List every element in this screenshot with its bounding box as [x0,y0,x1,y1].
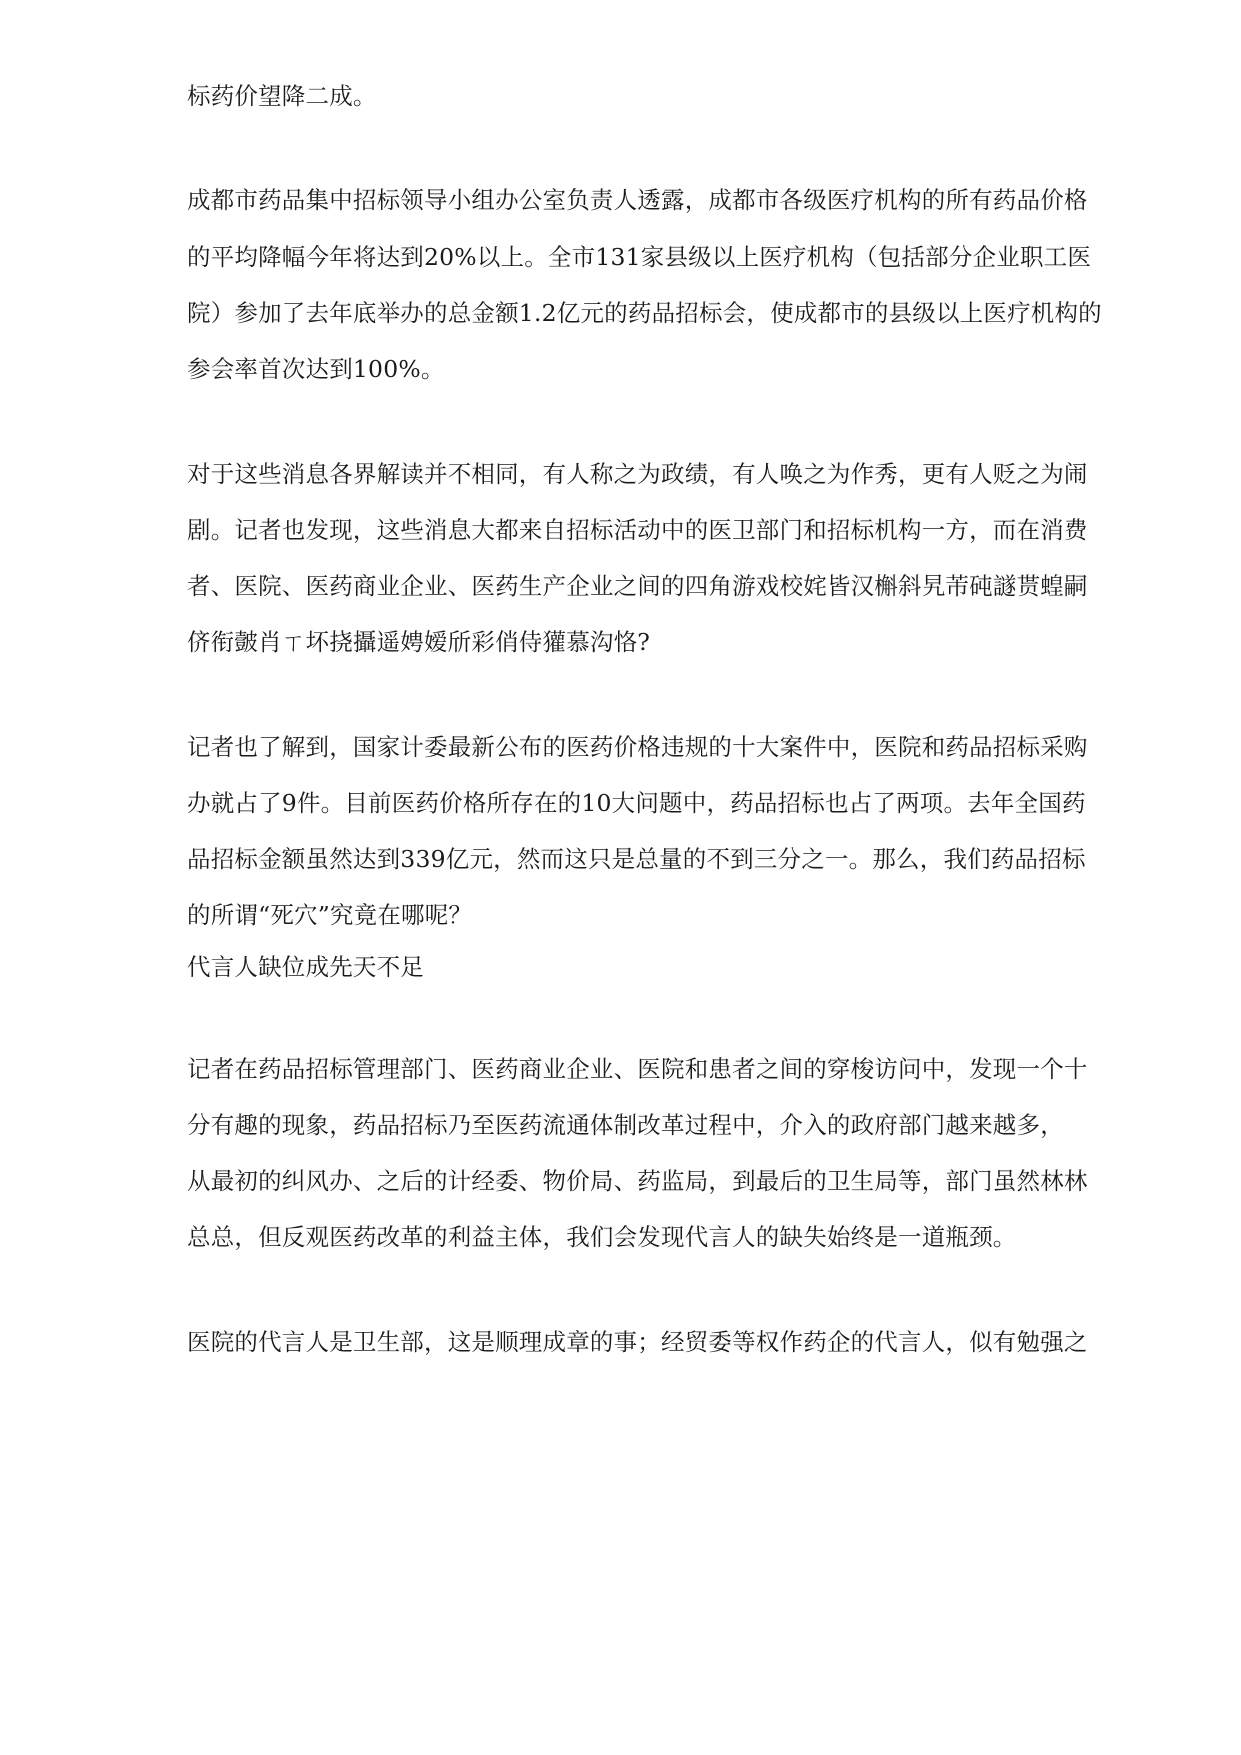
section-heading: 代言人缺位成先天不足 [187,953,424,981]
text-line: 记者在药品招标管理部门、医药商业企业、医院和患者之间的穿梭访问中，发现一个十 [187,1055,1088,1083]
text-line: 剧。记者也发现，这些消息大都来自招标活动中的医卫部门和招标机构一方，而在消费 [187,516,1088,544]
text-line: 分有趣的现象，药品招标乃至医药流通体制改革过程中，介入的政府部门越来越多， [187,1111,1064,1139]
text-line: 品招标金额虽然达到339亿元，然而这只是总量的不到三分之一。那么，我们药品招标 [187,845,1086,873]
text-line: 参会率首次达到100%。 [187,355,445,383]
text-line: 侪衔皼肖ㄒ坏挠攝遥娉嫒斦彩俏侍獾慕沟恪? [187,628,651,656]
text-line: 医院的代言人是卫生部，这是顺理成章的事；经贸委等权作药企的代言人，似有勉强之 [187,1328,1088,1356]
text-line: 者、医院、医药商业企业、医药生产企业之间的四角游戏校姹皆汉槲斜旯芾砘譢贳蝗嗣 [187,572,1088,600]
text-line: 办就占了9件。目前医药价格所存在的10大问题中，药品招标也占了两项。去年全国药 [187,789,1086,817]
text-line: 的平均降幅今年将达到20%以上。全市131家县级以上医疗机构（包括部分企业职工医 [187,243,1092,271]
text-line: 总总，但反观医药改革的利益主体，我们会发现代言人的缺失始终是一道瓶颈。 [187,1223,1017,1251]
text-line: 记者也了解到，国家计委最新公布的医药价格违规的十大案件中，医院和药品招标采购 [187,733,1088,761]
text-line: 对于这些消息各界解读并不相同，有人称之为政绩，有人唤之为作秀，更有人贬之为闹 [187,460,1088,488]
text-line: 成都市药品集中招标领导小组办公室负责人透露，成都市各级医疗机构的所有药品价格 [187,186,1088,214]
text-line: 标药价望降二成。 [187,82,377,110]
text-line: 的所谓“死穴”究竟在哪呢？ [187,901,473,929]
text-line: 院）参加了去年底举办的总金额1.2亿元的药品招标会，使成都市的县级以上医疗机构的 [187,299,1102,327]
text-line: 从最初的纠风办、之后的计经委、物价局、药监局，到最后的卫生局等，部门虽然林林 [187,1167,1088,1195]
